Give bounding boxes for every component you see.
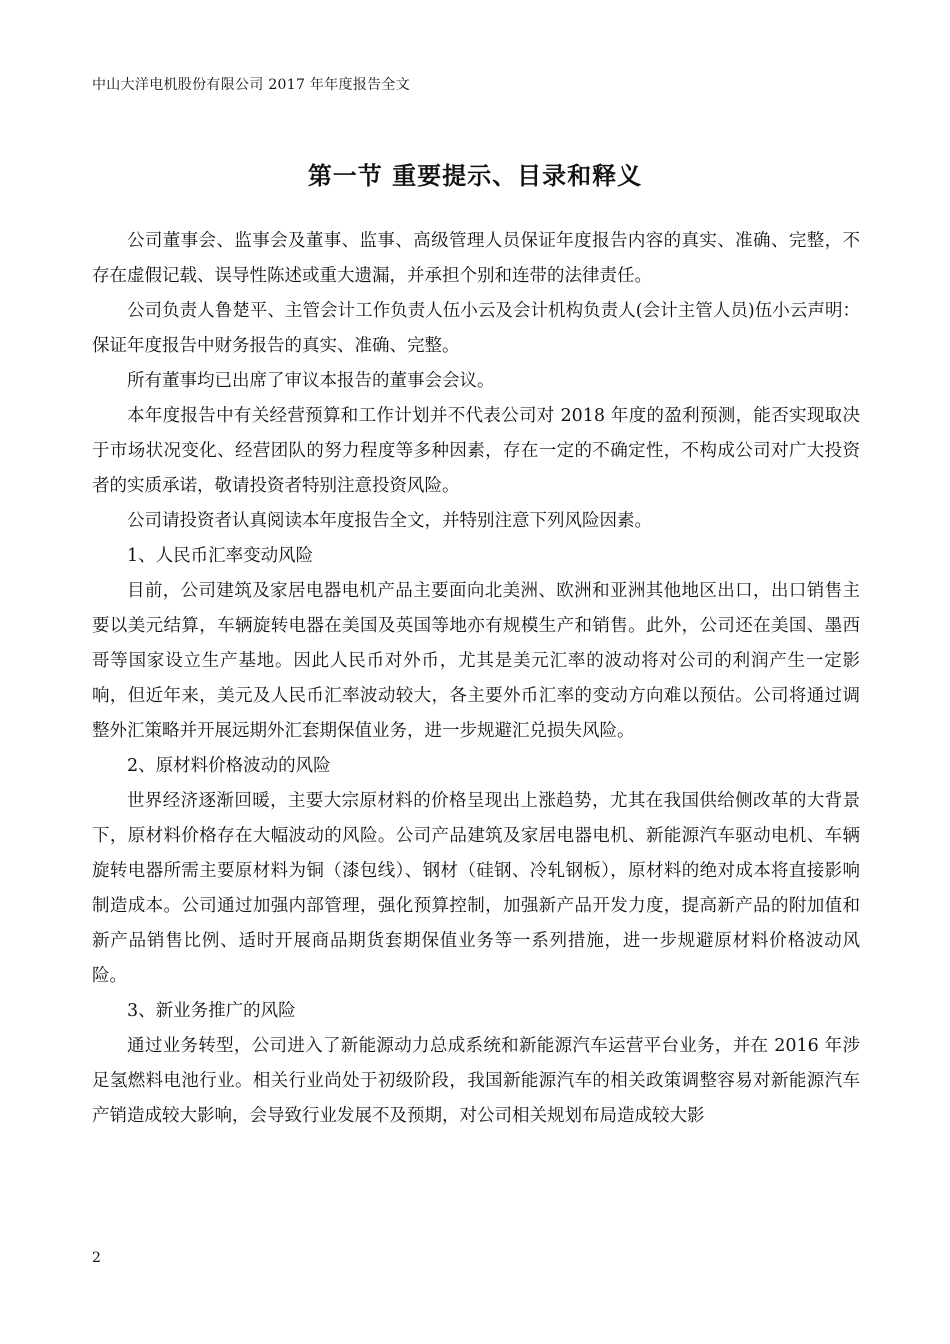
document-body [92, 224, 860, 1134]
risk-body-new-business: 通过业务转型，公司进入了新能源动力总成系统和新能源汽车运营平台业务，并在 2016 年涉足氢燃料电池行业。相关行业尚处于初级阶段，我国新能源汽车的相关政策调整容易对新能源汽车产销造成较大影响，会导致行业发展不及预期，对公司相关规划布局造成较大影 [92, 1036, 860, 1126]
paragraph-forecast-disclaimer: 本年度报告中有关经营预算和工作计划并不代表公司对 2018 年度的盈利预测，能否实现取决于市场状况变化、经营团队的努力程度等多种因素，存在一定的不确定性，不构成公司对广大投资者的实质承诺，敬请投资者特别注意投资风险。 [92, 406, 860, 496]
paragraph-attendance: 所有董事均已出席了审议本报告的董事会会议。 [127, 371, 495, 391]
section-title: 第一节 重要提示、目录和释义 [307, 161, 643, 190]
risk-body-exchange-rate: 目前，公司建筑及家居电器电机产品主要面向北美洲、欧洲和亚洲其他地区出口，出口销售主要以美元结算，车辆旋转电器在美国及英国等地亦有规模生产和销售。此外，公司还在美国、墨西哥等国家设立生产基地。因此人民币对外币，尤其是美元汇率的波动将对公司的利润产生一定影响，但近年来，美元及人民币汇率波动较大，各主要外币汇率的变动方向难以预估。公司将通过调整外汇策略并开展远期外汇套期保值业务，进一步规避汇兑损失风险。 [92, 581, 860, 741]
paragraph-responsible-persons: 公司负责人鲁楚平、主管会计工作负责人伍小云及会计机构负责人(会计主管人员)伍小云声明：保证年度报告中财务报告的真实、准确、完整。 [92, 301, 860, 356]
risk-heading-exchange-rate: 1、人民币汇率变动风险 [127, 546, 314, 566]
risk-body-raw-material: 世界经济逐渐回暖，主要大宗原材料的价格呈现出上涨趋势，尤其在我国供给侧改革的大背景下，原材料价格存在大幅波动的风险。公司产品建筑及家居电器电机、新能源汽车驱动电机、车辆旋转电器所需主要原材料为铜（漆包线）、钢材（硅钢、冷轧钢板），原材料的绝对成本将直接影响制造成本。公司通过加强内部管理，强化预算控制，加强新产品开发力度，提高新产品的附加值和新产品销售比例、适时开展商品期货套期保值业务等一系列措施，进一步规避原材料价格波动风险。 [92, 791, 860, 986]
paragraph-guarantee: 公司董事会、监事会及董事、监事、高级管理人员保证年度报告内容的真实、准确、完整，不存在虚假记载、误导性陈述或重大遗漏，并承担个别和连带的法律责任。 [92, 231, 860, 286]
page-number: 2 [92, 1250, 101, 1266]
risk-heading-new-business: 3、新业务推广的风险 [127, 1001, 296, 1021]
risk-heading-raw-material: 2、原材料价格波动的风险 [127, 756, 331, 776]
running-header: 中山大洋电机股份有限公司 2017 年年度报告全文 [92, 77, 411, 93]
paragraph-risk-intro: 公司请投资者认真阅读本年度报告全文，并特别注意下列风险因素。 [127, 511, 652, 531]
